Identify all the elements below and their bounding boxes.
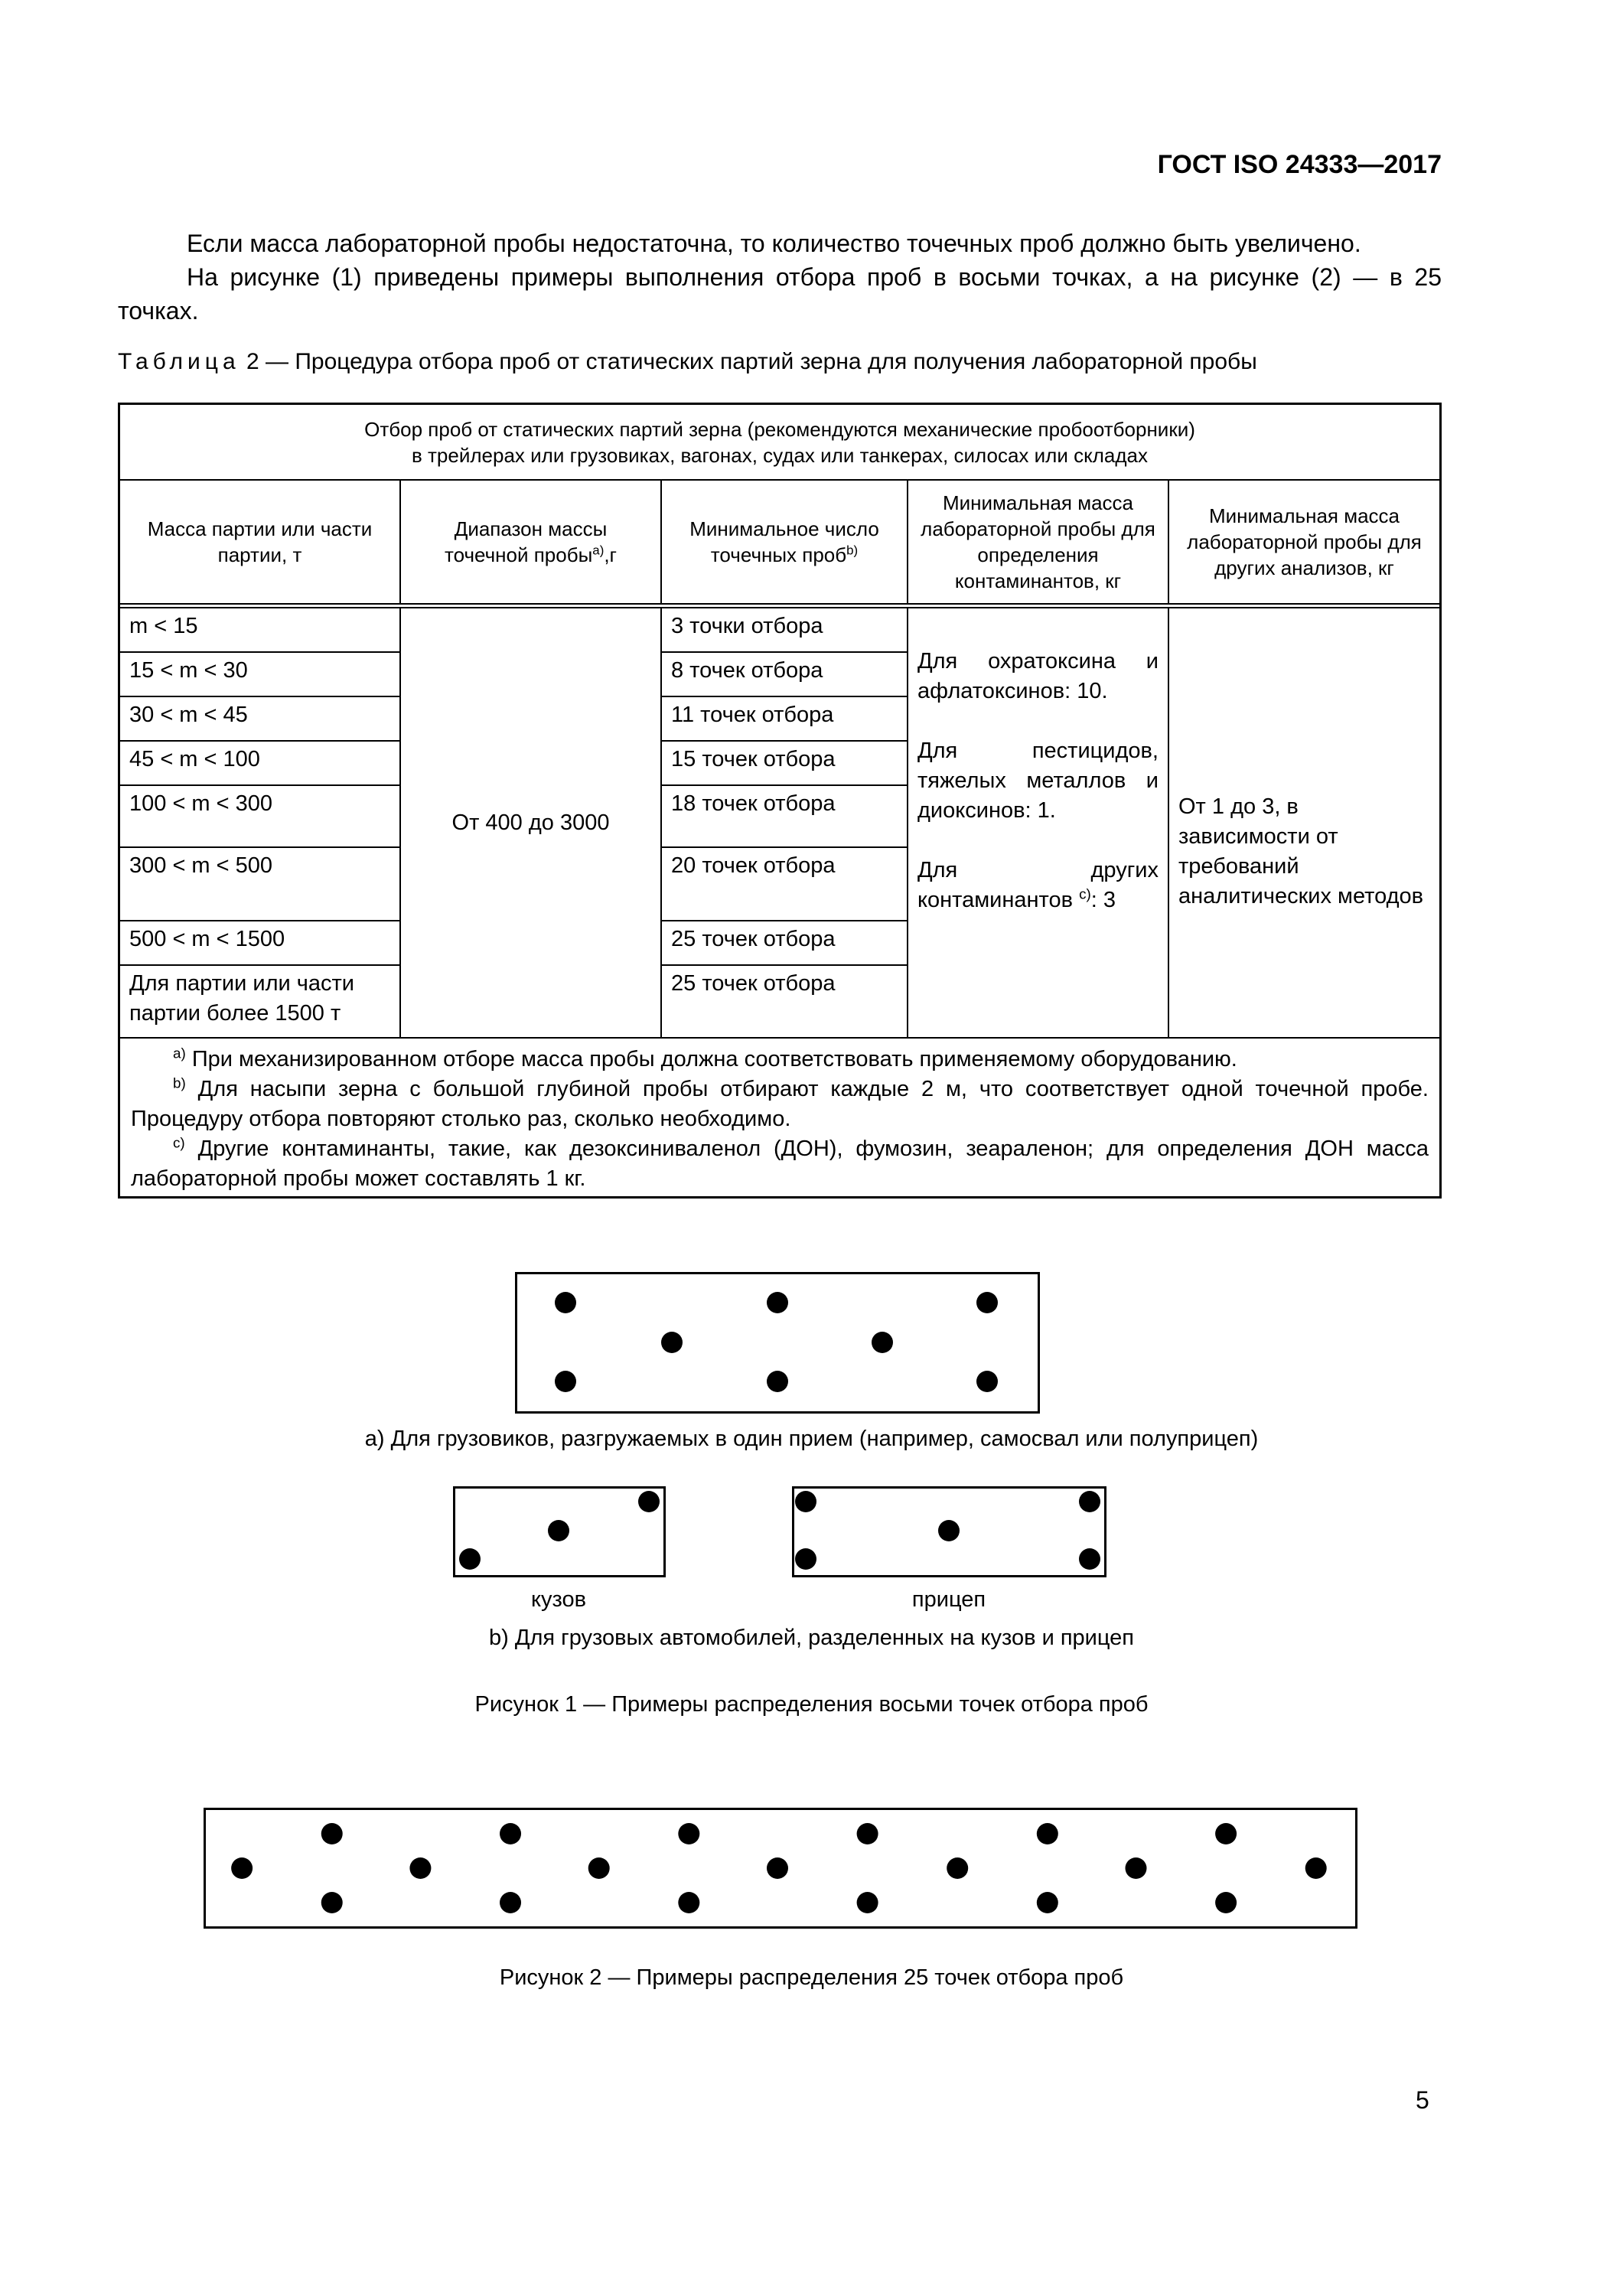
sampling-point-dot bbox=[638, 1491, 660, 1512]
header-text-wrap bbox=[671, 516, 898, 568]
figure1a-truck-diagram bbox=[515, 1272, 1040, 1414]
sampling-point-dot bbox=[555, 1292, 576, 1313]
footnote bbox=[131, 1045, 1429, 1075]
min-points-cell: 18 точек отбора bbox=[660, 784, 907, 846]
figure1b-body-diagram bbox=[453, 1486, 666, 1577]
sampling-point-dot bbox=[555, 1371, 576, 1392]
sampling-point-dot bbox=[872, 1332, 893, 1353]
footnote-mark: c) bbox=[173, 1134, 185, 1151]
sampling-point-dot bbox=[678, 1892, 699, 1913]
label-trailer: прицеп bbox=[911, 1587, 986, 1612]
header-text: Минимальная масса лабораторной пробы для определения контаминантов, кг bbox=[921, 491, 1155, 592]
footnote-text: При механизированном отборе масса пробы должна соответствовать применяемому оборудованию. bbox=[185, 1047, 1237, 1071]
sampling-point-dot bbox=[795, 1548, 816, 1570]
intro-paragraph-1: Если масса лабораторной пробы недостаточна, то количество точечных проб должно быть увеличено. bbox=[187, 230, 1361, 257]
figure1b-caption: b) Для грузовых автомобилей, разделенных на кузов и прицеп bbox=[488, 1626, 1134, 1650]
sampling-point-dot bbox=[947, 1857, 968, 1879]
header-lot-mass bbox=[120, 479, 399, 603]
min-points-cell: 11 точек отбора bbox=[660, 696, 907, 740]
footnote-text: Другие контаминанты, такие, как дезоксиниваленол (ДОН), фумозин, зеараленон; для определения ДОН масса лабораторной пробы может составлять 1 кг. bbox=[131, 1137, 1429, 1191]
cell-text: Для пестицидов, тяжелых металлов и диоксинов: 1. bbox=[917, 739, 1159, 823]
sampling-point-dot bbox=[1079, 1548, 1100, 1570]
sampling-point-dot bbox=[459, 1548, 481, 1570]
sampling-point-dot bbox=[1037, 1823, 1058, 1844]
header-text: Минимальная масса лабораторной пробы для других анализов, кг bbox=[1187, 504, 1422, 579]
contaminants-cell bbox=[907, 608, 1168, 1037]
sampling-point-dot bbox=[1079, 1491, 1100, 1512]
intro-text bbox=[118, 227, 1442, 328]
header-increment-mass bbox=[399, 479, 660, 603]
figure1b-trailer-diagram bbox=[792, 1486, 1106, 1577]
figure1a-caption: а) Для грузовиков, разгружаемых в один прием (например, самосвал или полуприцеп) bbox=[364, 1427, 1259, 1451]
figure1-title: Рисунок 1 — Примеры распределения восьми точек отбора проб bbox=[474, 1692, 1149, 1717]
sampling-point-dot bbox=[976, 1292, 998, 1313]
table-caption-line: в трейлерах или грузовиках, вагонах, судах или танкерах, силосах или складах bbox=[411, 443, 1148, 467]
cell-text bbox=[917, 856, 1159, 915]
sampling-point-dot bbox=[1305, 1857, 1327, 1879]
footnote-mark: c) bbox=[1079, 885, 1091, 902]
table-title-prefix: Таблица bbox=[118, 349, 240, 374]
header-contaminant-mass bbox=[907, 479, 1168, 603]
footnote bbox=[131, 1134, 1429, 1194]
sampling-point-dot bbox=[1037, 1892, 1058, 1913]
sampling-point-dot bbox=[231, 1857, 253, 1879]
sampling-point-dot bbox=[678, 1823, 699, 1844]
label-body: кузов bbox=[530, 1587, 587, 1612]
lot-mass-cell: 300 < m < 500 bbox=[120, 846, 399, 920]
page-number: 5 bbox=[1416, 2086, 1429, 2114]
lot-mass-cell: Для партии или части партии более 1500 т bbox=[120, 964, 399, 1037]
table-title-text: 2 — Процедура отбора проб от статических партий зерна для получения лабораторной пробы bbox=[240, 349, 1257, 374]
min-points-cell: 3 точки отбора bbox=[660, 608, 907, 651]
sampling-point-dot bbox=[767, 1371, 788, 1392]
header-text: Диапазон массы точечной пробы bbox=[444, 517, 608, 566]
cell-text: Для охратоксина и афлатоксинов: 10. bbox=[917, 649, 1159, 703]
sampling-point-dot bbox=[409, 1857, 431, 1879]
header-separator bbox=[120, 603, 1439, 608]
header-min-points bbox=[660, 479, 907, 603]
footnote bbox=[131, 1075, 1429, 1134]
cell-text: От 400 до 3000 bbox=[451, 810, 610, 835]
min-points-cell: 8 точек отбора bbox=[660, 651, 907, 696]
table-footnotes bbox=[120, 1037, 1439, 1199]
header-text-wrap bbox=[410, 516, 651, 568]
sampling-point-dot bbox=[321, 1823, 343, 1844]
lot-mass-cell: 500 < m < 1500 bbox=[120, 920, 399, 964]
sampling-point-dot bbox=[1125, 1857, 1146, 1879]
sampling-point-dot bbox=[767, 1292, 788, 1313]
min-points-cell: 25 точек отбора bbox=[660, 964, 907, 1037]
cell-text: От 1 до 3, в зависимости от требований аналитических методов bbox=[1178, 794, 1424, 908]
footnote-mark: b) bbox=[173, 1075, 186, 1091]
table-caption bbox=[120, 405, 1439, 479]
sampling-point-dot bbox=[857, 1823, 878, 1844]
sampling-point-dot bbox=[795, 1491, 816, 1512]
lot-mass-cell: 15 < m < 30 bbox=[120, 651, 399, 696]
lot-mass-cell: 45 < m < 100 bbox=[120, 740, 399, 784]
min-points-cell: 15 точек отбора bbox=[660, 740, 907, 784]
footnote-mark: а) bbox=[592, 543, 605, 558]
header-text: Минимальное число точечных проб bbox=[689, 517, 879, 566]
sampling-point-dot bbox=[767, 1857, 788, 1879]
sampling-point-dot bbox=[857, 1892, 878, 1913]
footnote-mark: b) bbox=[846, 543, 859, 558]
sampling-point-dot bbox=[321, 1892, 343, 1913]
figure2-diagram bbox=[204, 1808, 1357, 1929]
table-title bbox=[118, 349, 1257, 375]
sampling-table bbox=[118, 403, 1442, 1199]
intro-paragraph-2: На рисунке (1) приведены примеры выполнения отбора проб в восьми точках, а на рисунке (2) — в 25 точках. bbox=[118, 263, 1442, 325]
document-code: ГОСТ ISO 24333—2017 bbox=[1157, 150, 1442, 179]
increment-range-cell bbox=[399, 608, 660, 1037]
table-caption-line: Отбор проб от статических партий зерна (рекомендуются механические пробоотборники) bbox=[364, 417, 1195, 441]
lot-mass-cell: 30 < m < 45 bbox=[120, 696, 399, 740]
header-text: Масса партии или части партии, т bbox=[147, 517, 373, 566]
lot-mass-cell: 100 < m < 300 bbox=[120, 784, 399, 846]
header-text: ,г bbox=[604, 543, 618, 566]
footnote-text: Для насыпи зерна с большой глубиной пробы отбирают каждые 2 м, что соответствует одной точечной пробе. Процедуру отбора повторяют столько раз, сколько необходимо. bbox=[131, 1077, 1429, 1131]
sampling-point-dot bbox=[1215, 1823, 1237, 1844]
sampling-point-dot bbox=[500, 1892, 521, 1913]
min-points-cell: 25 точек отбора bbox=[660, 920, 907, 964]
sampling-point-dot bbox=[548, 1520, 569, 1541]
footnote-mark: а) bbox=[173, 1045, 186, 1062]
figure2-title: Рисунок 2 — Примеры распределения 25 точек отбора проб bbox=[499, 1965, 1124, 1990]
cell-text: Для других контаминантов bbox=[917, 858, 1159, 912]
sampling-point-dot bbox=[976, 1371, 998, 1392]
cell-text: : 3 bbox=[1090, 888, 1116, 912]
sampling-point-dot bbox=[500, 1823, 521, 1844]
min-points-cell: 20 точек отбора bbox=[660, 846, 907, 920]
sampling-point-dot bbox=[588, 1857, 610, 1879]
other-analyses-cell bbox=[1168, 608, 1439, 1037]
lot-mass-cell: m < 15 bbox=[129, 614, 198, 638]
sampling-point-dot bbox=[938, 1520, 960, 1541]
header-other-mass bbox=[1168, 479, 1439, 603]
sampling-point-dot bbox=[661, 1332, 683, 1353]
sampling-point-dot bbox=[1215, 1892, 1237, 1913]
